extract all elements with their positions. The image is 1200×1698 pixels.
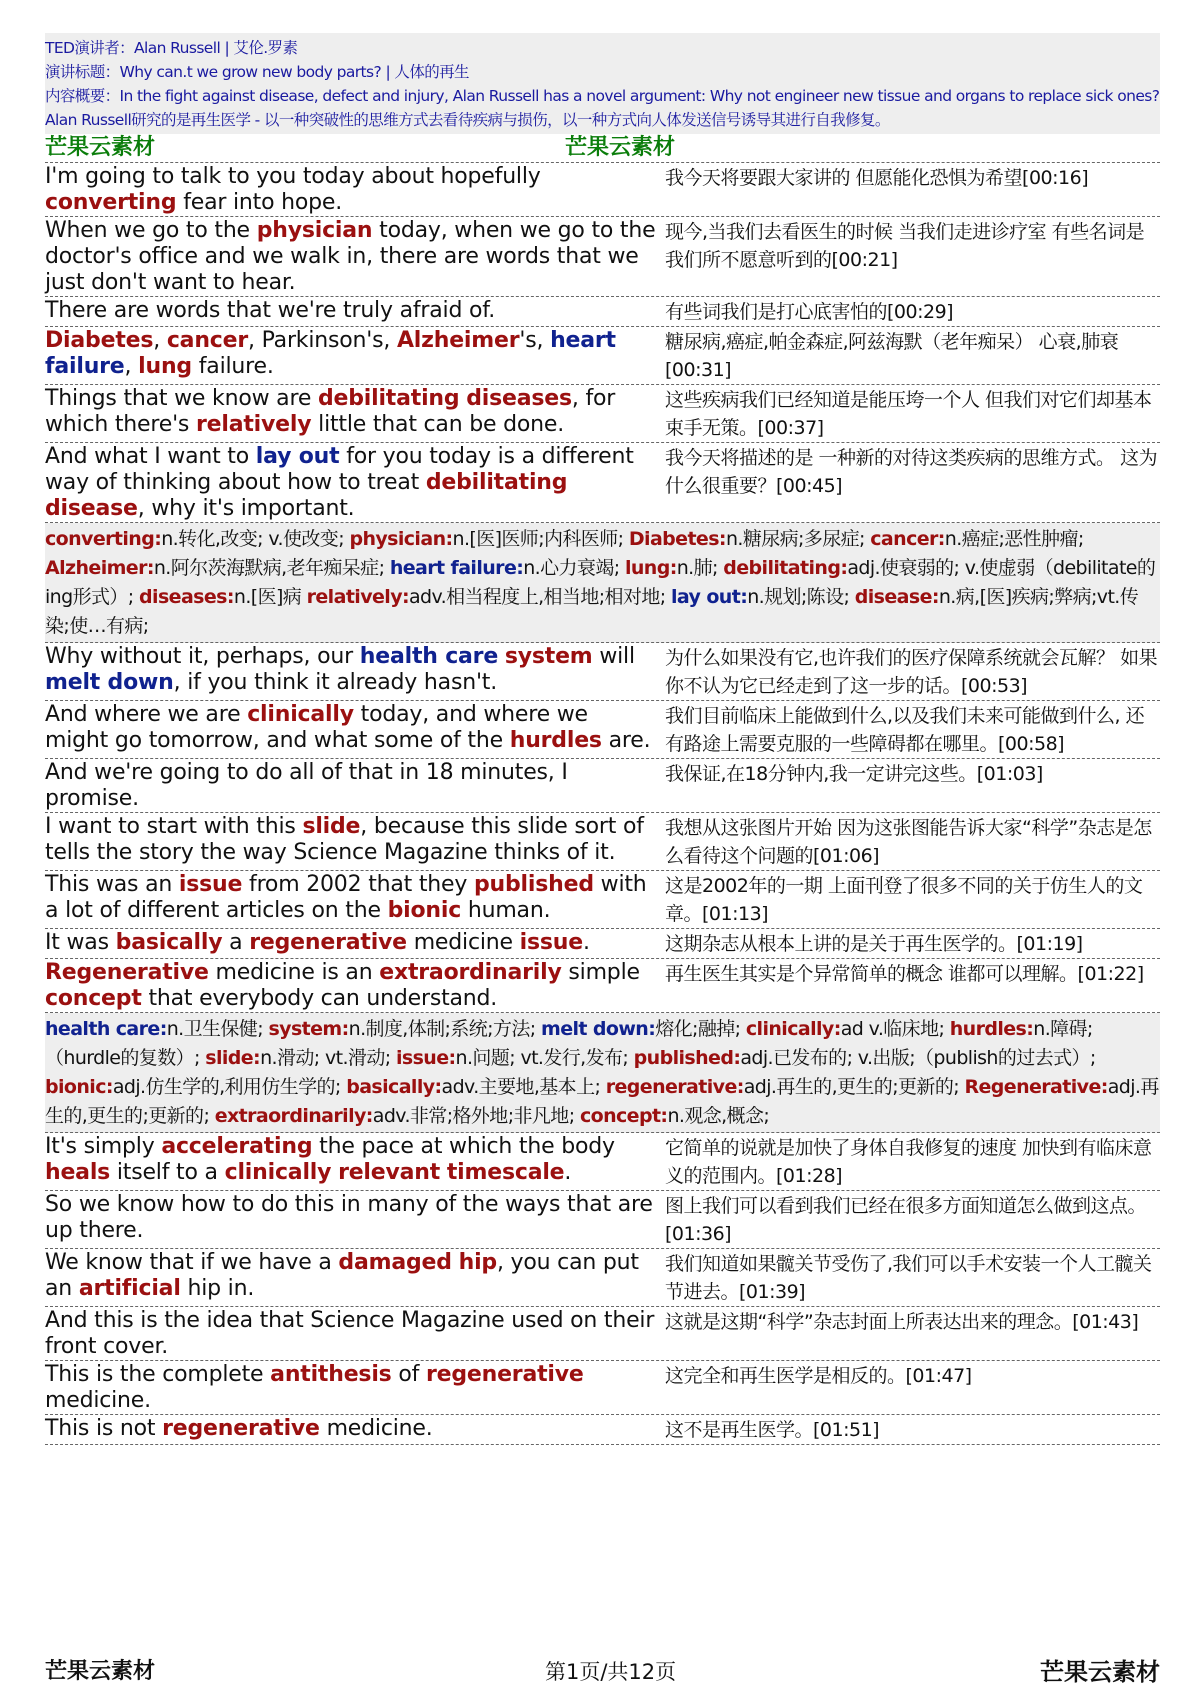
vocab-term: relatively:	[306, 586, 409, 608]
highlighted-term: physician	[256, 218, 373, 243]
brand-watermark-mid: 芒果云素材	[565, 135, 676, 160]
sentence-text: are.	[601, 728, 651, 753]
highlighted-term: diseases	[466, 386, 572, 411]
speaker-line: TED演讲者：Alan Russell | 艾伦.罗素	[45, 39, 298, 57]
brand-row	[45, 134, 1160, 163]
highlighted-term: basically	[115, 930, 223, 955]
vocab-term: Alzheimer:	[45, 557, 154, 579]
transcript-row	[45, 959, 1160, 1013]
highlighted-term: Diabetes	[45, 328, 154, 353]
sentence-text: simple	[561, 960, 640, 985]
vocab-term: system:	[268, 1018, 349, 1040]
sentence-text: , you can put an	[45, 1250, 639, 1301]
highlighted-term: heart failure	[45, 328, 616, 379]
sentence-text: , for which there's	[45, 386, 616, 437]
highlighted-term: hurdles	[509, 728, 602, 753]
transcript-section-1	[45, 163, 1160, 523]
highlighted-term: damaged	[338, 1250, 452, 1275]
sentence-text: And we're going to do all of that in 18 minutes, I promise.	[45, 760, 568, 811]
highlighted-term: issue	[178, 872, 243, 897]
sentence-text: ,	[124, 354, 139, 379]
sentence-text: It was	[45, 930, 116, 955]
vocabulary-block-2	[45, 1013, 1160, 1133]
highlighted-term: regenerative	[425, 1362, 584, 1387]
vocab-term: Diabetes:	[628, 528, 726, 550]
sentence-text: So we know how to do this in many of the ways that are up there.	[45, 1192, 653, 1243]
vocab-definition: adj.仿生学的,利用仿生学的;	[112, 1076, 347, 1098]
sentence-text: for you today is a different way of thinking about how to treat	[45, 444, 634, 495]
chinese-translation: 这完全和再生医学是相反的。[01:47]	[665, 1365, 972, 1387]
sentence-text: I'm going to talk to you today about hopefully	[45, 164, 541, 189]
highlighted-term: timescale	[446, 1160, 565, 1185]
sentence-text: There are words that we're truly afraid of.	[45, 298, 496, 323]
transcript-row	[45, 443, 1160, 523]
sentence-text: failure.	[191, 354, 274, 379]
vocab-term: regenerative:	[605, 1076, 744, 1098]
chinese-translation: 我今天将要跟大家讲的 但愿能化恐惧为希望[00:16]	[665, 167, 1089, 189]
english-sentence	[45, 871, 657, 928]
english-sentence	[45, 385, 657, 442]
vocab-definition: adv.非常;格外地;非凡地;	[372, 1105, 580, 1127]
vocab-definition: n.规划;陈设;	[747, 586, 855, 608]
vocab-definition: n.糖尿病;多尿症;	[725, 528, 871, 550]
highlighted-term: debilitating	[317, 386, 460, 411]
vocab-term: issue:	[395, 1047, 456, 1069]
vocab-definition: n.肺;	[676, 557, 724, 579]
sentence-text: This is not	[45, 1416, 163, 1441]
sentence-text: , why it's important.	[137, 496, 355, 521]
sentence-text: It's simply	[45, 1134, 162, 1159]
sentence-text: hip in.	[180, 1276, 255, 1301]
chinese-translation: 这期杂志从根本上讲的是关于再生医学的。[01:19]	[665, 933, 1083, 955]
highlighted-term: lay out	[255, 444, 340, 469]
highlighted-term: converting	[45, 190, 177, 215]
vocab-term: extraordinarily:	[214, 1105, 373, 1127]
vocab-definition: ad v.临床地;	[840, 1018, 950, 1040]
vocab-term: melt down:	[541, 1018, 656, 1040]
sentence-text: of	[391, 1362, 426, 1387]
chinese-translation: 图上我们可以看到我们已经在很多方面知道怎么做到这点。[01:36]	[665, 1195, 1147, 1245]
sentence-text: medicine	[406, 930, 520, 955]
sentence-text: And where we are	[45, 702, 248, 727]
vocab-definition: adv.主要地,基本上;	[441, 1076, 606, 1098]
sentence-text: Why without it, perhaps, our	[45, 644, 360, 669]
page-footer	[45, 1655, 1160, 1689]
highlighted-term: published	[474, 872, 594, 897]
english-sentence	[45, 643, 657, 700]
transcript-row	[45, 643, 1160, 701]
transcript-section-3	[45, 1133, 1160, 1445]
vocab-definition: adj.使衰弱的; v.使虚弱（debilitate的ing形式）;	[45, 557, 1156, 608]
sentence-text: When we go to the	[45, 218, 257, 243]
highlighted-term: system	[504, 644, 593, 669]
english-sentence	[45, 1133, 657, 1190]
transcript-row	[45, 813, 1160, 871]
sentence-text: will	[592, 644, 635, 669]
vocab-term: basically:	[346, 1076, 442, 1098]
english-sentence	[45, 1191, 657, 1248]
highlighted-term: hip	[458, 1250, 497, 1275]
highlighted-term: heals	[45, 1160, 111, 1185]
vocab-term: bionic:	[45, 1076, 113, 1098]
highlighted-term: clinically	[247, 702, 354, 727]
vocabulary-block-1	[45, 523, 1160, 643]
english-sentence	[45, 701, 657, 758]
transcript-row	[45, 163, 1160, 217]
brand-watermark-left: 芒果云素材	[45, 135, 156, 160]
vocab-term: converting:	[45, 528, 162, 550]
vocab-term: concept:	[579, 1105, 668, 1127]
document-page	[45, 33, 1160, 1445]
vocab-definition: n.心力衰竭;	[523, 557, 625, 579]
vocab-definition: n.[医]病	[233, 586, 307, 608]
chinese-translation: 再生医生其实是个异常简单的概念 谁都可以理解。[01:22]	[665, 963, 1144, 985]
highlighted-term: relatively	[196, 412, 312, 437]
vocab-term: diseases:	[139, 586, 234, 608]
chinese-translation: 我今天将描述的是 一种新的对待这类疾病的思维方式。 这为什么很重要？[00:45]	[665, 447, 1158, 497]
transcript-row	[45, 1191, 1160, 1249]
transcript-section-2	[45, 643, 1160, 1013]
sentence-text: medicine.	[319, 1416, 433, 1441]
vocab-term: Regenerative:	[964, 1076, 1108, 1098]
vocab-definition: adv.相当程度上,相当地;相对地;	[408, 586, 671, 608]
english-sentence	[45, 1415, 657, 1444]
english-sentence	[45, 327, 657, 384]
chinese-translation: 这不是再生医学。[01:51]	[665, 1419, 880, 1441]
sentence-text: , because this slide sort of tells the story the way Science Magazine thinks of it.	[45, 814, 644, 865]
transcript-row	[45, 1307, 1160, 1361]
vocab-term: health care:	[45, 1018, 167, 1040]
vocab-definition: n.病,[医]疾病;弊病;vt.传染;使…有病;	[45, 586, 1139, 637]
vocab-definition: n.滑动; vt.滑动;	[260, 1047, 396, 1069]
footer-brand-right: 芒果云素材	[1040, 1658, 1160, 1686]
vocab-definition: adj.再生的,更生的;更新的;	[743, 1076, 965, 1098]
sentence-text: , Parkinson's,	[248, 328, 397, 353]
sentence-text: This is the complete	[45, 1362, 271, 1387]
vocab-term: cancer:	[870, 528, 945, 550]
transcript-row	[45, 385, 1160, 443]
vocab-definition: n.问题; vt.发行,发布;	[455, 1047, 634, 1069]
highlighted-term: accelerating	[161, 1134, 313, 1159]
chinese-translation: 为什么如果没有它,也许我们的医疗保障系统就会瓦解？ 如果你不认为它已经走到了这一步的话。[00:53]	[665, 647, 1158, 697]
highlighted-term: debilitating	[425, 470, 568, 495]
summary-zh-line: Alan Russell研究的是再生医学 - 以一种突破性的思维方式去看待疾病与损伤，以一种方式向人体发送信号诱导其进行自我修复。	[45, 111, 890, 129]
sentence-text	[452, 1250, 459, 1275]
english-sentence	[45, 443, 657, 522]
chinese-translation: 我们目前临床上能做到什么,以及我们未来可能做到什么, 还有路途上需要克服的一些障碍都在哪里。[00:58]	[665, 705, 1145, 755]
vocab-definition: n.癌症;恶性肿瘤;	[944, 528, 1084, 550]
vocab-definition: n.转化,改变; v.使改变;	[161, 528, 350, 550]
sentence-text: We know that if we have a	[45, 1250, 339, 1275]
chinese-translation: 糖尿病,癌症,帕金森症,阿兹海默（老年痴呆） 心衰,肺衰[00:31]	[665, 331, 1119, 381]
sentence-text: , if you think it already hasn't.	[173, 670, 498, 695]
sentence-text: today, and where we might go tomorrow, and what some of the	[45, 702, 588, 753]
sentence-text	[440, 1160, 447, 1185]
sentence-text: And this is the idea that Science Magazine used on their front cover.	[45, 1308, 655, 1359]
highlighted-term: clinically	[224, 1160, 332, 1185]
sentence-text: today, when we go to the doctor's office and we walk in, there are words that we just don't want to hear.	[45, 218, 656, 295]
english-sentence	[45, 217, 657, 296]
highlighted-term: bionic	[387, 898, 462, 923]
vocab-term: disease:	[854, 586, 939, 608]
chinese-translation: 这是2002年的一期 上面刊登了很多不同的关于仿生人的文章。[01:13]	[665, 875, 1143, 925]
highlighted-term: concept	[45, 986, 142, 1011]
transcript-row	[45, 701, 1160, 759]
english-sentence	[45, 813, 657, 870]
title-line: 演讲标题：Why can.t we grow new body parts? | 人体的再生	[45, 63, 469, 81]
vocab-term: published:	[633, 1047, 741, 1069]
highlighted-term: Alzheimer	[396, 328, 520, 353]
sentence-text: ,	[153, 328, 167, 353]
english-sentence	[45, 1307, 657, 1360]
chinese-translation: 我想从这张图片开始 因为这张图能告诉大家“科学”杂志是怎么看待这个问题的[01:06]	[665, 817, 1152, 867]
highlighted-term: artificial	[78, 1276, 181, 1301]
sentence-text: itself to a	[110, 1160, 225, 1185]
sentence-text: little that can be done.	[311, 412, 565, 437]
footer-brand-left: 芒果云素材	[45, 1659, 156, 1684]
transcript-row	[45, 1133, 1160, 1191]
sentence-text: human.	[461, 898, 551, 923]
sentence-text: .	[564, 1160, 572, 1185]
chinese-translation: 我保证,在18分钟内,我一定讲完这些。[01:03]	[665, 763, 1043, 785]
chinese-translation: 我们知道如果髋关节受伤了,我们可以手术安装一个人工髋关节进去。[01:39]	[665, 1253, 1152, 1303]
highlighted-term: regenerative	[162, 1416, 320, 1441]
vocab-definition: n.制度,体制;系统;方法;	[348, 1018, 541, 1040]
sentence-text: the pace at which the body	[312, 1134, 615, 1159]
vocab-term: lung:	[624, 557, 677, 579]
sentence-text: a	[222, 930, 250, 955]
highlighted-term: antithesis	[270, 1362, 392, 1387]
transcript-row	[45, 929, 1160, 959]
vocab-term: heart failure:	[389, 557, 524, 579]
page-number: 第1页/共12页	[545, 1660, 677, 1684]
sentence-text: .	[582, 930, 590, 955]
transcript-row	[45, 1415, 1160, 1445]
vocab-definition: adj.再生的,更生的;更新的;	[45, 1076, 1159, 1127]
sentence-text: And what I want to	[45, 444, 256, 469]
highlighted-term: Regenerative	[45, 960, 209, 985]
highlighted-term: issue	[519, 930, 583, 955]
english-sentence	[45, 1361, 657, 1414]
vocab-definition: adj.已发布的; v.出版;（publish的过去式）;	[740, 1047, 1096, 1069]
transcript-row	[45, 1361, 1160, 1415]
chinese-translation: 现今,当我们去看医生的时候 当我们走进诊疗室 有些名词是我们所不愿意听到的[00:21]	[665, 221, 1145, 271]
sentence-text	[498, 644, 505, 669]
transcript-row	[45, 1249, 1160, 1307]
talk-header	[45, 33, 1160, 134]
vocab-term: clinically:	[745, 1018, 841, 1040]
vocab-term: hurdles:	[949, 1018, 1034, 1040]
transcript-row	[45, 327, 1160, 385]
english-sentence	[45, 1249, 657, 1306]
sentence-text: fear into hope.	[176, 190, 343, 215]
english-sentence	[45, 163, 657, 216]
transcript-row	[45, 759, 1160, 813]
highlighted-term: melt down	[45, 670, 174, 695]
vocab-term: physician:	[349, 528, 453, 550]
sentence-text: This was an	[45, 872, 179, 897]
english-sentence	[45, 929, 657, 958]
sentence-text: that everybody can understand.	[141, 986, 498, 1011]
sentence-text: medicine is an	[208, 960, 380, 985]
sentence-text: from 2002 that they	[242, 872, 474, 897]
chinese-translation: 有些词我们是打心底害怕的[00:29]	[665, 301, 954, 323]
vocab-term: debilitating:	[723, 557, 848, 579]
vocab-term: lay out:	[670, 586, 748, 608]
sentence-text: 's,	[519, 328, 551, 353]
vocab-definition: n.阿尔茨海默病,老年痴呆症;	[153, 557, 390, 579]
chinese-translation: 这些疾病我们已经知道是能压垮一个人 但我们对它们却基本束手无策。[00:37]	[665, 389, 1152, 439]
highlighted-term: slide	[302, 814, 361, 839]
vocab-definition: n.观念,概念;	[667, 1105, 770, 1127]
vocab-definition: n.卫生保健;	[166, 1018, 269, 1040]
vocab-definition: n.[医]医师;内科医师;	[452, 528, 629, 550]
vocab-term: slide:	[205, 1047, 261, 1069]
sentence-text: medicine.	[45, 1388, 151, 1413]
vocab-definition: n.障碍;（hurdle的复数）;	[45, 1018, 1093, 1069]
english-sentence	[45, 959, 657, 1012]
transcript-row	[45, 297, 1160, 327]
sentence-text: I want to start with this	[45, 814, 303, 839]
chinese-translation: 它简单的说就是加快了身体自我修复的速度 加快到有临床意义的范围内。[01:28]	[665, 1137, 1152, 1187]
vocab-definition: 熔化;融掉;	[655, 1018, 746, 1040]
highlighted-term: cancer	[166, 328, 249, 353]
english-sentence	[45, 759, 657, 812]
sentence-text: with a lot of different articles on the	[45, 872, 647, 923]
highlighted-term: regenerative	[249, 930, 407, 955]
highlighted-term: relevant	[338, 1160, 441, 1185]
chinese-translation: 这就是这期“科学”杂志封面上所表达出来的理念。[01:43]	[665, 1311, 1139, 1333]
highlighted-term: disease	[45, 496, 138, 521]
highlighted-term: lung	[138, 354, 192, 379]
highlighted-term: health care	[359, 644, 499, 669]
summary-line: 内容概要：In the fight against disease, defect and injury, Alan Russell has a novel argument: Why not engineer new tissue and organs to replace sick ones?	[45, 87, 1160, 105]
sentence-text: Things that we know are	[45, 386, 318, 411]
transcript-row	[45, 871, 1160, 929]
highlighted-term: extraordinarily	[379, 960, 562, 985]
transcript-row	[45, 217, 1160, 297]
english-sentence	[45, 297, 657, 326]
